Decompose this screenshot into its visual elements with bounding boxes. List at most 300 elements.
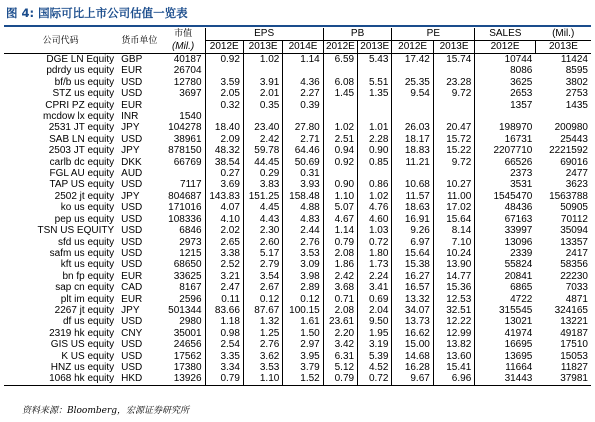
cell-sales-2013: 1435 xyxy=(565,99,588,111)
cell-pb-2013: 0.72 xyxy=(358,373,392,385)
cell-market-cap: 1540 xyxy=(179,111,202,123)
cell-pe-2012: 11.21 xyxy=(392,157,433,168)
cell-currency: USD xyxy=(121,350,143,362)
cell-sales-2012: 41974 xyxy=(475,328,536,339)
cell-market-cap: 6846 xyxy=(179,225,202,237)
cell-sales-2013: 200980 xyxy=(554,122,588,134)
header-sales-2012: 2012E xyxy=(475,41,536,54)
cell-eps-2013: 4.43 xyxy=(243,214,282,225)
cell-pe-2012: 16.62 xyxy=(392,328,433,339)
cell-currency: EUR xyxy=(121,65,143,77)
header-eps-2012: 2012E xyxy=(205,41,243,54)
table-row xyxy=(4,248,591,259)
cell-eps-2013: 3.54 xyxy=(243,271,282,282)
cell-company-code: bf/b us equity xyxy=(54,76,115,88)
cell-eps-2014: 3.79 xyxy=(283,362,323,373)
cell-company-code: mcdow lx equity xyxy=(43,111,115,123)
cell-currency: USD xyxy=(121,339,143,351)
cell-pb-2013: 5.39 xyxy=(358,351,392,362)
cell-eps-2012: 143.83 xyxy=(205,191,243,202)
cell-company-code: FGL AU equity xyxy=(49,168,115,180)
cell-pb-2012: 0.79 xyxy=(323,237,357,248)
source-footnote: 资料来源：Bloomberg，宏源证券研究所 xyxy=(22,406,190,416)
cell-pb-2012: 4.67 xyxy=(323,214,357,225)
cell-eps-2013: 2.30 xyxy=(243,225,282,236)
header-eps: EPS xyxy=(205,28,323,41)
cell-market-cap: 12780 xyxy=(173,76,202,88)
cell-market-cap: 2980 xyxy=(179,316,202,328)
cell-pe-2013: 12.53 xyxy=(433,294,474,305)
cell-pe-2013: 9.72 xyxy=(433,88,474,99)
cell-sales-2013: 37981 xyxy=(535,373,591,385)
cell-sales-2012: 48436 xyxy=(475,202,536,213)
table-row xyxy=(4,100,591,111)
cell-eps-2014: 1.50 xyxy=(283,328,323,339)
cell-pb-2012: 0.71 xyxy=(323,294,357,305)
cell-eps-2014 xyxy=(283,111,323,122)
cell-sales-2012: 4722 xyxy=(475,294,536,305)
cell-sales-2013: 17510 xyxy=(560,339,588,351)
cell-pe-2012: 18.17 xyxy=(392,134,433,145)
cell-eps-2013: 2.79 xyxy=(243,259,282,270)
cell-sales-2012: 31443 xyxy=(475,373,536,385)
cell-sales-2013: 69016 xyxy=(560,156,588,168)
cell-sales-2012: 33997 xyxy=(475,225,536,236)
cell-eps-2012: 3.35 xyxy=(205,351,243,362)
cell-eps-2013: 1.02 xyxy=(243,54,282,66)
table-row xyxy=(4,237,591,248)
cell-pb-2012: 23.61 xyxy=(323,316,357,327)
cell-eps-2013: 1.10 xyxy=(243,373,282,385)
cell-pb-2013: 1.01 xyxy=(358,122,392,133)
cell-pe-2012: 15.00 xyxy=(392,339,433,350)
cell-company-code: safm us equity xyxy=(49,247,115,259)
header-pe: PE xyxy=(392,28,475,41)
cell-pb-2013: 1.35 xyxy=(358,88,392,99)
cell-sales-2013: 15053 xyxy=(560,350,588,362)
cell-pb-2012 xyxy=(323,111,357,122)
cell-eps-2013: 4.45 xyxy=(243,202,282,213)
cell-eps-2012: 0.98 xyxy=(205,328,243,339)
table-row xyxy=(4,225,591,236)
cell-pb-2012: 2.20 xyxy=(323,328,357,339)
cell-eps-2012: 48.32 xyxy=(205,145,243,156)
cell-pb-2013: 1.03 xyxy=(358,225,392,236)
cell-sales-2013: 58356 xyxy=(560,259,588,271)
cell-eps-2012: 4.07 xyxy=(205,202,243,213)
cell-company-code: 2503 JT equity xyxy=(48,145,115,157)
table-row xyxy=(4,77,591,88)
header-company-code: 公司代码 xyxy=(4,28,117,54)
cell-eps-2013: 2.01 xyxy=(243,88,282,99)
cell-pe-2013: 15.36 xyxy=(433,282,474,293)
cell-pe-2013: 10.27 xyxy=(433,179,474,190)
cell-company-code: df us equity xyxy=(63,316,115,328)
cell-pb-2013: 0.86 xyxy=(358,179,392,190)
cell-pe-2012: 16.57 xyxy=(392,282,433,293)
cell-pb-2012: 2.51 xyxy=(323,134,357,145)
cell-eps-2013 xyxy=(243,65,282,76)
cell-sales-2012: 20841 xyxy=(475,271,536,282)
cell-eps-2013: 2.42 xyxy=(243,134,282,145)
header-pe-2013: 2013E xyxy=(433,41,474,54)
cell-pe-2013: 13.60 xyxy=(433,351,474,362)
valuation-table-container xyxy=(4,28,591,386)
cell-pe-2013: 13.90 xyxy=(433,259,474,270)
cell-eps-2014: 1.14 xyxy=(283,54,323,66)
cell-eps-2012: 0.32 xyxy=(205,100,243,111)
cell-eps-2014: 0.39 xyxy=(283,100,323,111)
cell-company-code: bn fp equity xyxy=(62,270,115,282)
cell-pb-2012 xyxy=(323,168,357,179)
cell-eps-2013: 1.32 xyxy=(243,316,282,327)
figure-title: 图 4: 国际可比上市公司估值一览表 xyxy=(6,6,188,20)
header-pe-2012: 2012E xyxy=(392,41,433,54)
cell-eps-2014: 4.88 xyxy=(283,202,323,213)
cell-pe-2012: 14.68 xyxy=(392,351,433,362)
table-row xyxy=(4,282,591,293)
cell-sales-2012: 13096 xyxy=(475,237,536,248)
cell-company-code: CPRI PZ equity xyxy=(45,99,115,111)
cell-pb-2013: 3.41 xyxy=(358,282,392,293)
cell-pb-2012: 6.59 xyxy=(323,54,357,66)
cell-eps-2013: 87.67 xyxy=(243,305,282,316)
cell-market-cap: 40187 xyxy=(173,54,202,65)
cell-pb-2013: 9.50 xyxy=(358,316,392,327)
header-eps-2014: 2014E xyxy=(283,41,323,54)
cell-pe-2012: 15.64 xyxy=(392,248,433,259)
cell-currency: JPY xyxy=(121,304,140,316)
cell-market-cap: 13926 xyxy=(162,373,205,385)
cell-eps-2014: 2.89 xyxy=(283,282,323,293)
cell-pb-2012: 5.12 xyxy=(323,362,357,373)
cell-eps-2012: 2.47 xyxy=(205,282,243,293)
cell-currency: USD xyxy=(121,361,143,373)
cell-sales-2012: 55824 xyxy=(475,259,536,270)
cell-pe-2013: 7.10 xyxy=(433,237,474,248)
cell-company-code: STZ us equity xyxy=(52,88,115,100)
cell-currency: JPY xyxy=(121,190,140,202)
cell-sales-2012: 3531 xyxy=(475,179,536,190)
cell-sales-2013: 35094 xyxy=(560,225,588,237)
cell-eps-2012: 0.11 xyxy=(205,294,243,305)
cell-pe-2012: 13.73 xyxy=(392,316,433,327)
cell-market-cap: 104278 xyxy=(168,122,202,134)
header-row-groups xyxy=(4,28,591,41)
table-row xyxy=(4,339,591,350)
cell-market-cap: 3697 xyxy=(179,88,202,100)
table-row xyxy=(4,122,591,133)
cell-pb-2012: 1.45 xyxy=(323,88,357,99)
cell-sales-2013: 50905 xyxy=(560,202,588,214)
cell-eps-2012: 3.38 xyxy=(205,248,243,259)
cell-pb-2012 xyxy=(323,100,357,111)
cell-eps-2014: 50.69 xyxy=(283,157,323,168)
cell-sales-2012 xyxy=(475,111,536,122)
table-row xyxy=(4,179,591,190)
header-market-cap-unit: (Mil.) xyxy=(162,41,205,54)
cell-eps-2013: 2.67 xyxy=(243,282,282,293)
cell-sales-2013: 11424 xyxy=(560,54,588,65)
cell-pe-2013: 32.51 xyxy=(433,305,474,316)
cell-pe-2012: 6.97 xyxy=(392,237,433,248)
cell-sales-2013: 324165 xyxy=(554,304,588,316)
cell-currency: USD xyxy=(121,179,143,191)
cell-pb-2012: 2.08 xyxy=(323,305,357,316)
cell-market-cap: 8167 xyxy=(179,282,202,294)
table-row xyxy=(4,65,591,76)
cell-pb-2013: 1.80 xyxy=(358,248,392,259)
cell-pe-2013 xyxy=(433,65,474,76)
cell-eps-2013: 1.25 xyxy=(243,328,282,339)
cell-eps-2014: 3.09 xyxy=(283,259,323,270)
cell-pb-2012 xyxy=(323,65,357,76)
cell-market-cap: 878150 xyxy=(168,145,202,157)
cell-market-cap: 501344 xyxy=(168,304,202,316)
cell-currency: GBP xyxy=(121,54,143,65)
cell-pb-2013: 4.76 xyxy=(358,202,392,213)
cell-pe-2013: 12.22 xyxy=(433,316,474,327)
cell-eps-2013: 44.45 xyxy=(243,157,282,168)
cell-eps-2012: 1.18 xyxy=(205,316,243,327)
cell-sales-2013: 1563788 xyxy=(549,190,588,202)
cell-eps-2014: 2.44 xyxy=(283,225,323,236)
cell-company-code: 2319 hk equity xyxy=(49,327,115,339)
cell-eps-2014: 158.48 xyxy=(283,191,323,202)
cell-pb-2012: 1.10 xyxy=(323,191,357,202)
cell-pb-2013: 0.72 xyxy=(358,237,392,248)
cell-eps-2012 xyxy=(205,65,243,76)
cell-pe-2013 xyxy=(433,168,474,179)
cell-eps-2013: 0.29 xyxy=(243,168,282,179)
cell-pb-2013: 1.95 xyxy=(358,328,392,339)
cell-company-code: pep us equity xyxy=(54,213,115,225)
cell-market-cap: 35001 xyxy=(173,327,202,339)
cell-currency: USD xyxy=(121,76,143,88)
cell-company-code: 1068 hk equity xyxy=(4,373,117,385)
cell-company-code: SAB LN equity xyxy=(49,133,115,145)
cell-sales-2012: 11664 xyxy=(475,362,536,373)
table-row xyxy=(4,214,591,225)
cell-sales-2012: 1545470 xyxy=(475,191,536,202)
cell-sales-2013: 70112 xyxy=(560,213,588,225)
cell-pb-2013: 2.28 xyxy=(358,134,392,145)
table-row xyxy=(4,145,591,156)
cell-sales-2013: 2477 xyxy=(565,168,588,180)
cell-eps-2014: 4.36 xyxy=(283,77,323,88)
cell-eps-2014: 1.61 xyxy=(283,316,323,327)
cell-market-cap: 33625 xyxy=(173,270,202,282)
cell-market-cap: 2596 xyxy=(179,293,202,305)
cell-pb-2012: 2.08 xyxy=(323,248,357,259)
cell-eps-2012: 38.54 xyxy=(205,157,243,168)
cell-eps-2012: 83.66 xyxy=(205,305,243,316)
cell-pb-2013: 1.73 xyxy=(358,259,392,270)
cell-pb-2013: 0.90 xyxy=(358,145,392,156)
cell-market-cap: 7117 xyxy=(180,179,202,191)
cell-pe-2012: 18.63 xyxy=(392,202,433,213)
cell-pe-2012 xyxy=(392,168,433,179)
header-market-cap: 市值 xyxy=(174,29,193,40)
cell-pe-2012 xyxy=(392,100,433,111)
cell-currency: JPY xyxy=(121,145,140,157)
cell-pe-2013: 20.47 xyxy=(433,122,474,133)
cell-eps-2014: 3.98 xyxy=(283,271,323,282)
cell-company-code: sfd us equity xyxy=(58,236,115,248)
title-rule xyxy=(4,25,591,27)
cell-pb-2012: 0.79 xyxy=(323,373,357,385)
cell-sales-2012: 2653 xyxy=(475,88,536,99)
cell-pb-2012: 1.02 xyxy=(323,122,357,133)
cell-currency: USD xyxy=(121,259,143,271)
table-row xyxy=(4,351,591,362)
cell-eps-2012 xyxy=(205,111,243,122)
cell-eps-2014: 0.31 xyxy=(283,168,323,179)
cell-sales-2013 xyxy=(535,111,591,122)
cell-pe-2012: 15.38 xyxy=(392,259,433,270)
cell-market-cap: 17562 xyxy=(173,350,202,362)
cell-company-code: sap cn equity xyxy=(55,282,115,294)
cell-sales-2013: 11827 xyxy=(560,361,588,373)
cell-sales-2013: 2753 xyxy=(565,88,588,100)
cell-currency: USD xyxy=(121,316,143,328)
cell-pb-2012: 3.68 xyxy=(323,282,357,293)
cell-eps-2013: 3.62 xyxy=(243,351,282,362)
cell-eps-2014: 2.76 xyxy=(283,237,323,248)
cell-currency: EUR xyxy=(121,293,143,305)
cell-currency: USD xyxy=(121,225,143,237)
table-row xyxy=(4,168,591,179)
cell-company-code: TAP US equity xyxy=(49,179,115,191)
cell-eps-2014: 64.46 xyxy=(283,145,323,156)
table-header xyxy=(4,28,591,54)
cell-eps-2013: 5.17 xyxy=(243,248,282,259)
cell-pe-2012: 16.27 xyxy=(392,271,433,282)
cell-company-code: 2267 jt equity xyxy=(54,304,115,316)
cell-eps-2012: 3.69 xyxy=(205,179,243,190)
table-row xyxy=(4,88,591,99)
cell-pb-2012: 1.14 xyxy=(323,225,357,236)
cell-sales-2012: 2207710 xyxy=(475,145,536,156)
cell-pe-2013: 15.64 xyxy=(433,214,474,225)
table-body xyxy=(4,54,591,386)
cell-currency: EUR xyxy=(121,270,143,282)
cell-eps-2014: 100.15 xyxy=(283,305,323,316)
cell-market-cap: 2973 xyxy=(179,236,202,248)
cell-eps-2012: 4.10 xyxy=(205,214,243,225)
cell-pe-2013: 17.02 xyxy=(433,202,474,213)
cell-sales-2012: 315545 xyxy=(475,305,536,316)
cell-sales-2012: 1357 xyxy=(475,100,536,111)
cell-pe-2013: 8.14 xyxy=(433,225,474,236)
cell-pe-2012 xyxy=(392,65,433,76)
cell-eps-2012: 2.02 xyxy=(205,225,243,236)
header-sales-2013: 2013E xyxy=(535,41,591,54)
cell-pe-2013: 23.28 xyxy=(433,77,474,88)
cell-pe-2012: 25.35 xyxy=(392,77,433,88)
cell-pe-2013: 11.00 xyxy=(433,191,474,202)
cell-company-code: HNZ us equity xyxy=(50,361,115,373)
cell-eps-2013: 59.78 xyxy=(243,145,282,156)
cell-pb-2013 xyxy=(358,168,392,179)
cell-sales-2013: 4871 xyxy=(565,293,588,305)
cell-pe-2013: 15.72 xyxy=(433,134,474,145)
cell-pb-2012: 3.42 xyxy=(323,339,357,350)
cell-company-code: GIS US equity xyxy=(50,339,115,351)
cell-pe-2012: 9.54 xyxy=(392,88,433,99)
cell-currency: USD xyxy=(121,133,143,145)
header-sales-unit: (Mil.) xyxy=(535,28,591,41)
cell-eps-2014: 27.80 xyxy=(283,122,323,133)
cell-pe-2013: 9.72 xyxy=(433,157,474,168)
cell-sales-2013: 22230 xyxy=(560,270,588,282)
cell-market-cap: 26704 xyxy=(173,65,202,77)
cell-pb-2012: 6.31 xyxy=(323,351,357,362)
cell-pb-2013 xyxy=(358,100,392,111)
cell-sales-2013: 25443 xyxy=(560,133,588,145)
table-row xyxy=(4,157,591,168)
cell-eps-2014: 2.27 xyxy=(283,88,323,99)
cell-pb-2013: 4.60 xyxy=(358,214,392,225)
cell-pe-2013 xyxy=(433,111,474,122)
cell-pb-2012: 1.86 xyxy=(323,259,357,270)
cell-sales-2012: 8086 xyxy=(475,65,536,76)
table-row xyxy=(4,373,591,385)
cell-pb-2013: 3.19 xyxy=(358,339,392,350)
cell-pb-2012: 0.94 xyxy=(323,145,357,156)
table-row xyxy=(4,316,591,327)
cell-pe-2013: 12.99 xyxy=(433,328,474,339)
cell-currency: INR xyxy=(121,111,139,123)
cell-currency: USD xyxy=(121,247,143,259)
cell-pb-2013: 0.85 xyxy=(358,157,392,168)
cell-eps-2012: 0.79 xyxy=(205,373,243,385)
cell-pe-2013: 14.77 xyxy=(433,271,474,282)
cell-eps-2014: 3.95 xyxy=(283,351,323,362)
cell-sales-2012: 6865 xyxy=(475,282,536,293)
cell-eps-2012: 2.54 xyxy=(205,339,243,350)
cell-eps-2014: 0.12 xyxy=(283,294,323,305)
cell-eps-2012: 3.21 xyxy=(205,271,243,282)
cell-eps-2013: 3.53 xyxy=(243,362,282,373)
cell-company-code: 2531 JT equity xyxy=(48,122,115,134)
cell-sales-2013: 13357 xyxy=(560,236,588,248)
cell-sales-2013: 2417 xyxy=(565,247,588,259)
cell-sales-2012: 3625 xyxy=(475,77,536,88)
cell-eps-2014: 3.53 xyxy=(283,248,323,259)
cell-eps-2013: 2.60 xyxy=(243,237,282,248)
header-pb: PB xyxy=(323,28,392,41)
cell-market-cap: 66769 xyxy=(173,156,202,168)
cell-eps-2012: 3.59 xyxy=(205,77,243,88)
cell-sales-2013: 2221592 xyxy=(549,145,588,157)
cell-pe-2012: 13.32 xyxy=(392,294,433,305)
header-pb-2013: 2013E xyxy=(358,41,392,54)
cell-pe-2013: 15.41 xyxy=(433,362,474,373)
cell-eps-2014: 2.71 xyxy=(283,134,323,145)
cell-sales-2013: 8595 xyxy=(565,65,588,77)
cell-pe-2012: 18.83 xyxy=(392,145,433,156)
cell-pe-2012 xyxy=(392,111,433,122)
cell-pb-2012: 6.08 xyxy=(323,77,357,88)
cell-eps-2012: 2.52 xyxy=(205,259,243,270)
header-pb-2012: 2012E xyxy=(323,41,357,54)
cell-market-cap: 804687 xyxy=(168,190,202,202)
cell-pb-2013: 0.69 xyxy=(358,294,392,305)
cell-pe-2012: 11.57 xyxy=(392,191,433,202)
cell-pb-2013: 5.51 xyxy=(358,77,392,88)
cell-currency: USD xyxy=(121,236,143,248)
